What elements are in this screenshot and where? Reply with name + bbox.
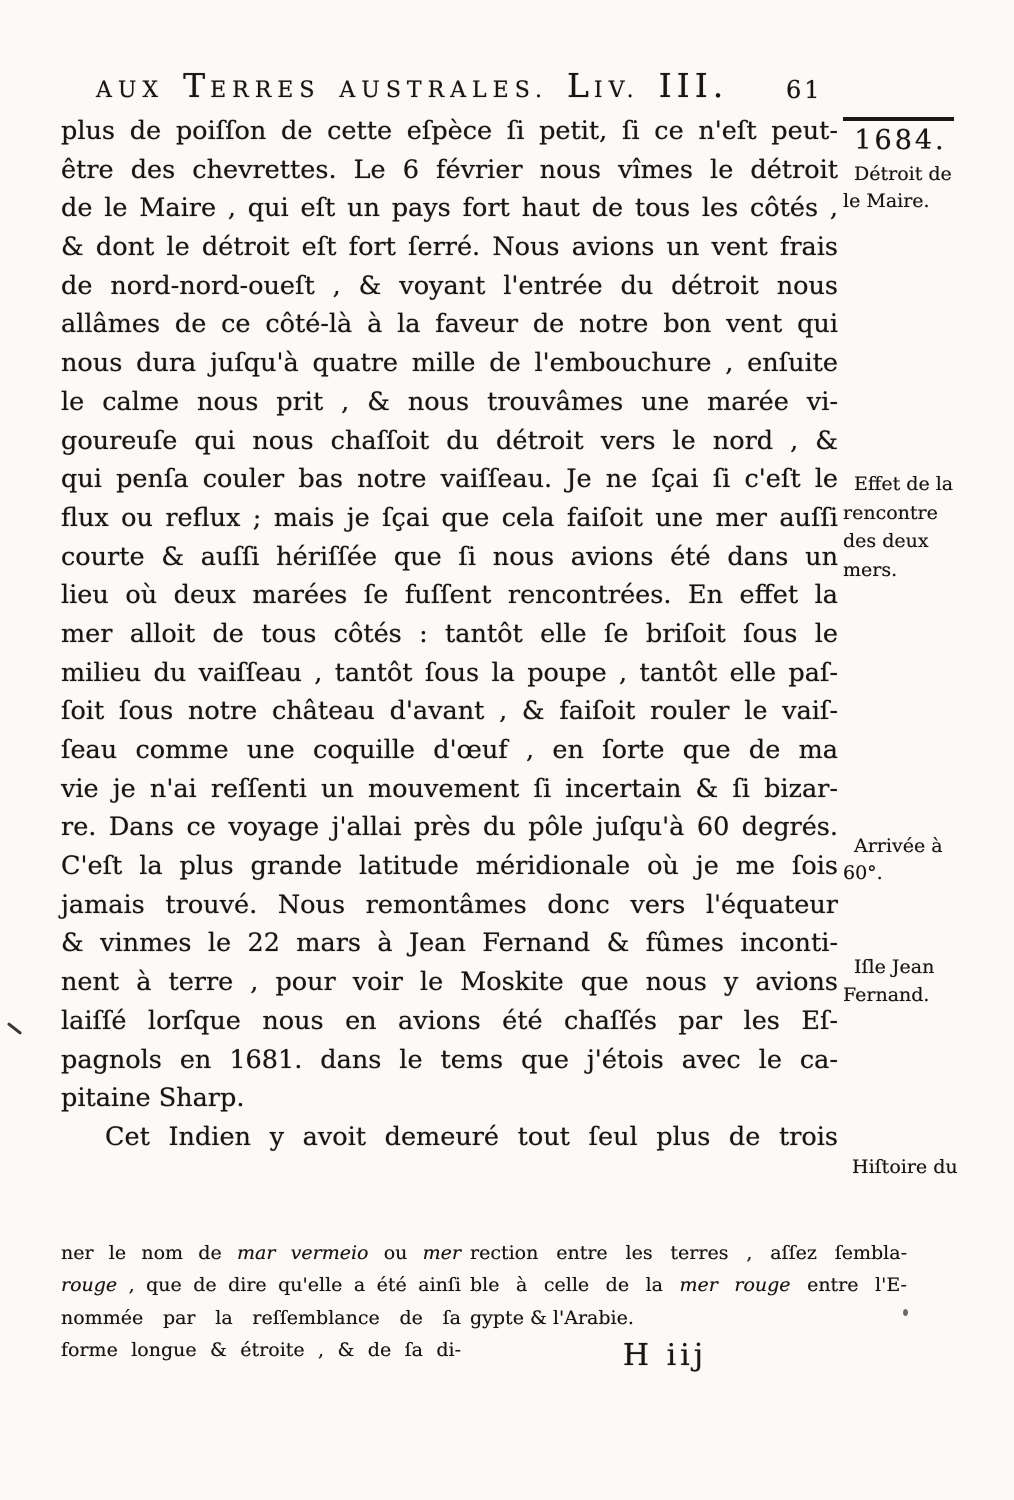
text-line: Arrivée à xyxy=(854,835,943,857)
italic-text: mar vermeio xyxy=(236,1242,369,1264)
margin-note-year: 1684. xyxy=(854,125,947,156)
text-line: C'eſt la plus grande latitude méridionale où je me ſois xyxy=(61,851,838,882)
margin-note-isle-jean-fernand xyxy=(843,953,983,1009)
footnote-left-column xyxy=(61,1237,461,1366)
text-line: des deux xyxy=(843,530,929,552)
text-line: Effet de la xyxy=(854,473,954,495)
footnote-right-column xyxy=(470,1237,907,1334)
text-line: & dont le détroit eſt fort ſerré. Nous avions un vent frais xyxy=(61,232,838,263)
text-segment: rection entre les terres , aſſez ſembla- xyxy=(470,1242,907,1264)
text-segment: , que de dire qu'elle a été ainſi xyxy=(117,1274,461,1297)
running-header xyxy=(96,66,756,105)
text-line: Iſle Jean xyxy=(854,956,935,978)
text-line: Détroit de xyxy=(854,163,952,185)
text-line: lieu où deux marées ſe fuſſent rencontrées. En effet la xyxy=(61,580,838,611)
text-line: rencontre xyxy=(843,501,938,524)
text-line: pagnols en 1681. dans le tems que j'étois avec le ca- xyxy=(61,1044,838,1075)
page-number: 61 xyxy=(786,76,823,104)
text-line: qui penſa couler bas notre vaiſſeau. Je ne ſçai ſi c'eſt le xyxy=(61,464,838,495)
text-line xyxy=(61,1334,461,1366)
signature-mark: H iij xyxy=(622,1338,708,1373)
text-line: Fernand. xyxy=(843,984,930,1006)
text-segment: ble à celle de la xyxy=(470,1274,680,1297)
text-segment: ERRES xyxy=(210,78,340,103)
header-initial-capital: T xyxy=(183,66,211,105)
text-line: flux ou reflux ; mais je ſçai que cela faiſoit une mer auſſi xyxy=(61,502,838,533)
text-line: Hiſtoire du xyxy=(852,1156,958,1178)
text-line: ſoit ſous notre château d'avant , & faiſoit rouler le vaiſ- xyxy=(61,696,838,727)
header-initial-capital: L xyxy=(567,66,594,105)
italic-text: rouge xyxy=(61,1274,118,1297)
text-line xyxy=(61,1269,461,1301)
text-line: de le Maire , qui eſt un pays fort haut de tous les côtés , xyxy=(61,193,838,224)
margin-note-detroit-de-le-maire xyxy=(843,161,983,214)
text-segment: ner le nom de xyxy=(61,1242,237,1264)
text-line xyxy=(470,1269,907,1301)
text-line: nent à terre , pour voir le Moskite que nous y avions xyxy=(61,967,838,998)
text-line: milieu du vaiſſeau , tantôt ſous la poupe , tantôt elle paſ- xyxy=(61,657,838,688)
text-line: jamais trouvé. Nous remontâmes donc vers l'équateur xyxy=(61,889,838,920)
text-line: Cet Indien y avoit demeuré tout ſeul plus de trois xyxy=(105,1121,838,1152)
text-segment: forme longue & étroite , & de ſa di- xyxy=(61,1338,461,1361)
italic-text: mer xyxy=(422,1242,461,1264)
body-text xyxy=(61,112,838,1157)
text-segment: AUSTRALES. xyxy=(339,78,567,103)
text-segment: ou xyxy=(368,1242,423,1264)
text-line: laiſſé lorſque nous en avions été chaſſés par les Eſ- xyxy=(61,1005,838,1036)
text-line: le Maire. xyxy=(843,189,930,212)
text-line: nous dura juſqu'à quatre mille de l'embouchure , enſuite xyxy=(61,348,838,379)
text-line: allâmes de ce côté-là à la faveur de notre bon vent qui xyxy=(61,309,838,340)
text-line: être des chevrettes. Le 6 février nous vîmes le détroit xyxy=(61,154,838,185)
text-line: gypte & l'Arabie. xyxy=(470,1306,634,1329)
scan-artifact-mark xyxy=(7,1022,22,1035)
text-line: de nord-nord-oueſt , & voyant l'entrée du détroit nous xyxy=(61,270,838,301)
text-line: le calme nous prit , & nous trouvâmes une marée vi- xyxy=(61,386,838,417)
header-initial-capital: III. xyxy=(658,66,729,105)
text-segment: IV. xyxy=(593,78,659,103)
text-line xyxy=(61,1302,461,1334)
scan-artifact-speck xyxy=(903,1309,908,1316)
text-line: goureuſe qui nous chaſſoit du détroit vers le nord , & xyxy=(61,425,838,456)
text-line: vie je n'ai reſſenti un mouvement ſi incertain & ſi bizar- xyxy=(61,773,838,804)
margin-note-effet-rencontre-mers xyxy=(843,470,983,584)
text-line: pitaine Sharp. xyxy=(61,1083,245,1114)
text-line xyxy=(470,1237,907,1269)
text-line: courte & auſſi hériſſée que ſi nous avions été dans un xyxy=(61,541,838,572)
margin-rule xyxy=(843,117,954,121)
text-line: mer alloit de tous côtés : tantôt elle ſe briſoit ſous le xyxy=(61,618,838,649)
text-line: plus de poiſſon de cette eſpèce ſi petit, ſi ce n'eſt peut- xyxy=(61,116,838,146)
margin-note-histoire-du xyxy=(843,1154,983,1181)
text-line: re. Dans ce voyage j'allai près du pôle juſqu'à 60 degrés. xyxy=(61,812,838,843)
italic-text: mer rouge xyxy=(679,1274,791,1297)
text-segment: nommée par la reſſemblance de ſa xyxy=(61,1306,461,1329)
text-line: & vinmes le 22 mars à Jean Fernand & fûmes inconti- xyxy=(61,928,838,959)
text-line: 60°. xyxy=(843,862,883,884)
text-line xyxy=(61,1237,461,1269)
text-line: mers. xyxy=(843,558,898,581)
text-line: ſeau comme une coquille d'œuf , en ſorte que de ma xyxy=(61,735,838,765)
text-segment: AUX xyxy=(96,78,184,103)
text-segment: entre l'E- xyxy=(790,1274,907,1297)
margin-note-arrivee-60-degres xyxy=(843,833,983,887)
